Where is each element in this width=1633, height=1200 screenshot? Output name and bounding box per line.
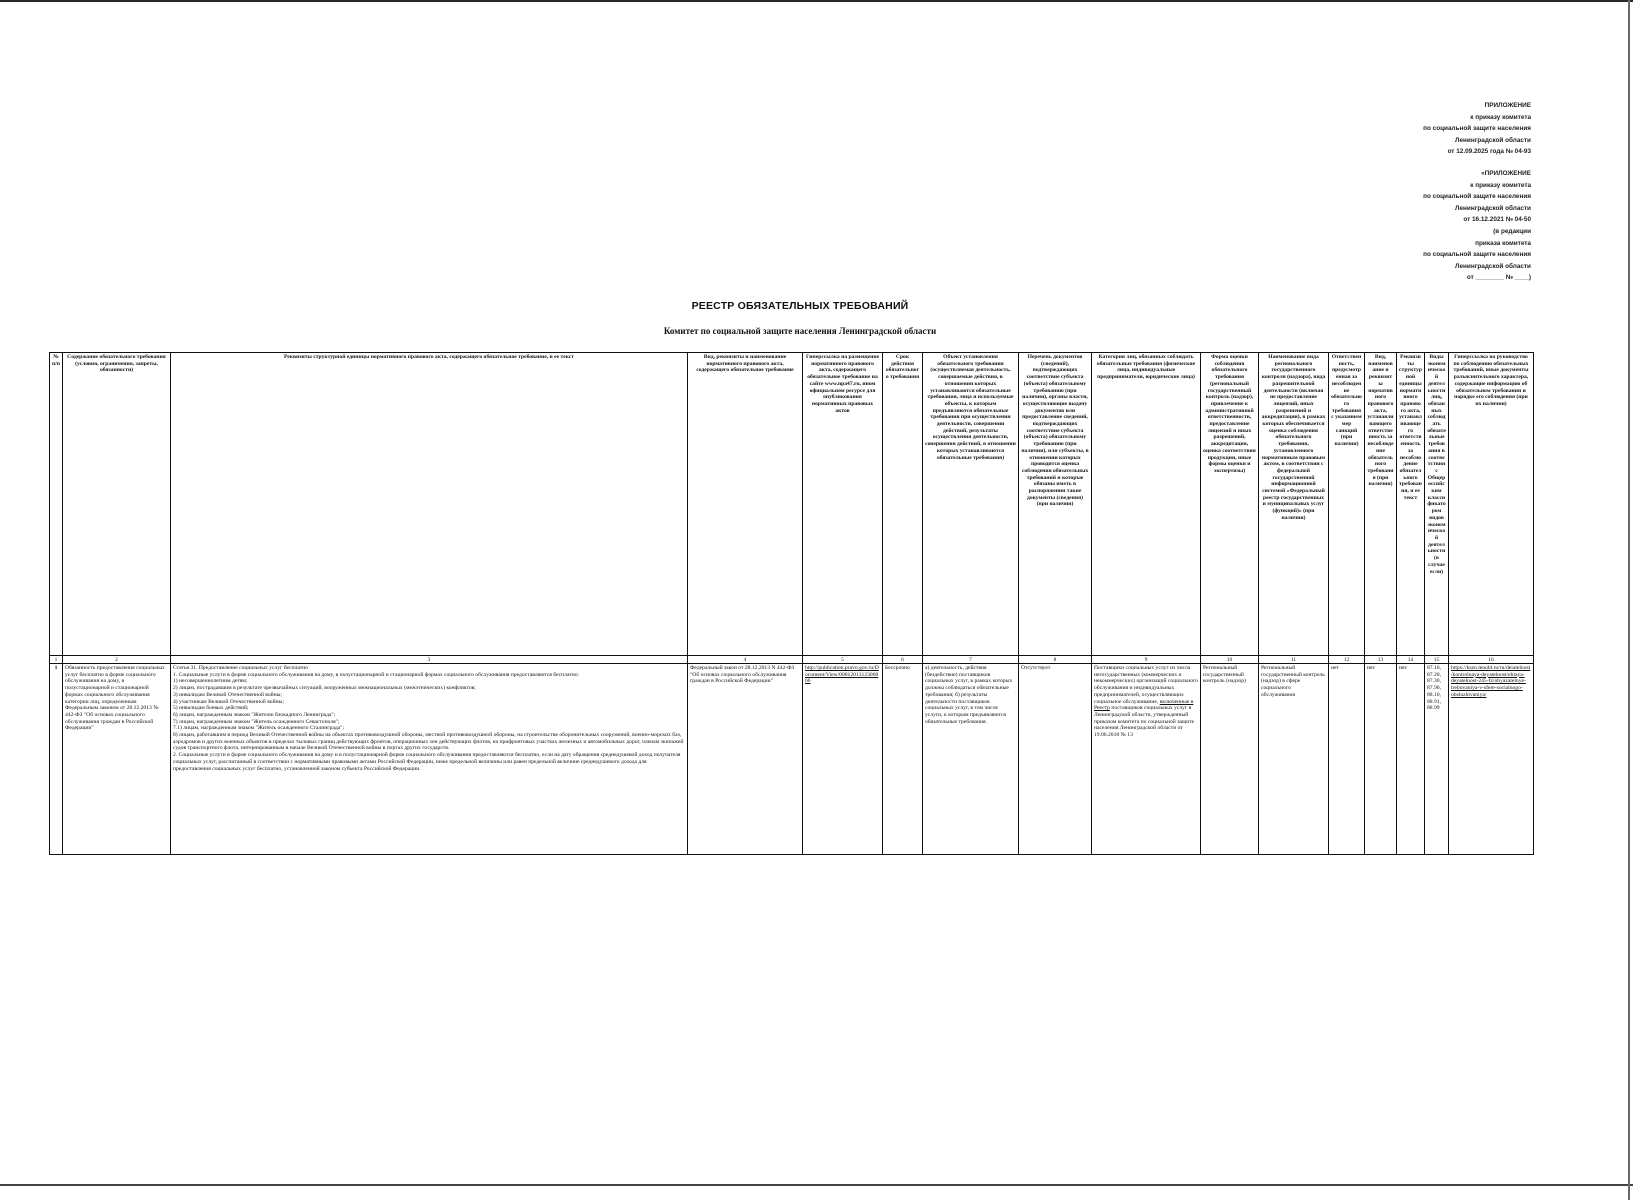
act-text-line: 2) лицам, пострадавшим в результате чрезвычайных ситуаций, вооруженных межнациональных (межэтнических) конфликтов; [173, 685, 476, 692]
act-text-line: 7) лицам, награжденным знаком "Житель осажденного Севастополя"; [173, 718, 340, 725]
appendix-previous-line: от ________ № ____) [1466, 274, 1531, 282]
document-subtitle: Комитет по социальной защите населения Ленинградской области [663, 326, 937, 336]
header-cell: Категория лиц, обязанных соблюдать обязательные требования (физические лица, индивидуальные предприниматели, юридические лица) [1092, 353, 1201, 656]
column-number-cell: 8 [1019, 656, 1092, 664]
act-text-line: 6) лицам, награжденным знаком "Жителю блокадного Ленинграда"; [173, 711, 336, 718]
column-number-cell: 7 [923, 656, 1019, 664]
act-text-line: 1) несовершеннолетним детям; [173, 678, 248, 685]
column-number-cell: 5 [803, 656, 883, 664]
header-cell: Гиперссылка на размещение нормативного правового акта, содержащего обязательное требование на сайте www.npa47.ru, ином официальном ресурсе для опубликования нормативных правовых актов [803, 353, 883, 656]
column-number-cell: 14 [1397, 656, 1425, 664]
act-text-line: 4) участникам Великой Отечественной войны; [173, 698, 284, 705]
appendix-previous-line: приказа комитета [1475, 239, 1531, 247]
header-cell: № п/п [50, 353, 63, 656]
scan-edge-top [0, 0, 1633, 2]
scan-edge-bottom [0, 1184, 1633, 1186]
cell-row-number: 1 [50, 664, 63, 855]
column-number-cell: 12 [1329, 656, 1365, 664]
appendix-previous-line: по социальной защите населения [1423, 251, 1531, 259]
act-text-line: 5) инвалидам боевых действий; [173, 705, 249, 712]
cell-resp-act: нет [1365, 664, 1397, 855]
header-cell: Ответственность, предусмотренная за несоблюдение обязательного требования с указанием мер санкций (при наличии) [1329, 353, 1365, 656]
header-cell: Перечень документов (сведений), подтверждающих соответствие субъекта (объекта) обязательному требованию (при наличии), органы власти, осуществляющие выдачу документов или предоставление сведений, подтверждающих соответствие субъекта (объекта) обязательному требованию (при наличии), или субъекты, в отношении которых проводится оценка соблюдения обязательных требований и которые обязаны иметь в распоряжении такие документы (сведения) (при наличии) [1019, 353, 1092, 656]
header-cell: Реквизиты структурной единицы нормативного правового акта, устанавливающего ответственность за несоблюдение обязательного требования, и ее текст [1397, 353, 1425, 656]
cell-act-text [171, 664, 688, 855]
act-text-line: 7.1) лицам, награжденным знаком "Житель осажденного Сталинграда"; [173, 725, 345, 732]
column-number-cell: 15 [1425, 656, 1449, 664]
appendix-current-line: по социальной защите населения [1423, 125, 1531, 133]
requirements-table [49, 352, 1534, 855]
act-text-line: 2. Социальные услуги в форме социального обслуживания на дому и в полустационарной форме социального обслуживания предоставляются бесплатно, если на дату обращения среднедушевой доход получателя социальных услуг, рассчитанный в соответствии с нормативными правовыми актами Российской Федерации, ниже предельной величины или равен предельной величине среднедушевого дохода для предоставления социальных услуг бесплатно, установленной законом субъекта Российской Федерации. [173, 752, 681, 772]
cell-requirement-content: Обязанность предоставления социальных услуг бесплатно в форме социального обслуживания на дому, в полустационарной и стационарной формах социального обслуживания категории лиц, определенным Федеральным законом от 28.12.2013 № 442-ФЗ "Об основах социального обслуживания граждан в Российской Федерации" [63, 664, 171, 855]
appendix-previous-line: «ПРИЛОЖЕНИЕ [1481, 170, 1531, 177]
appendix-previous-line: Ленинградской области [1455, 262, 1531, 270]
header-cell: Объект установления обязательного требования (осуществляемая деятельность, совершаемые действия, в отношении которых устанавливаются обязательные требования, лица и используемые объекты, к которым предъявляются обязательные требования при осуществлении деятельности, совершении действий, результаты осуществления деятельности, совершения действий, в отношении которых устанавливаются обязательные требования) [923, 353, 1019, 656]
header-cell: Виды экономической деятельности лиц, обязанных соблюдать обязательные требования в соответствии с Общероссийским классификатором видов экономической деятельности (в случае если) [1425, 353, 1449, 656]
cell-act-name: Федеральный закон от 28.12.2013 N 442-ФЗ "Об основах социального обслуживания граждан в Российской Федерации" [688, 664, 803, 855]
act-text-line: 1. Социальные услуги в форме социального обслуживания на дому, в полустационарной и стационарной формах социального обслуживания предоставляются бесплатно: [173, 671, 580, 678]
appendix-current-block [1423, 100, 1531, 158]
cell-documents: Отсутствует [1019, 664, 1092, 855]
scan-edge-right [1628, 0, 1630, 1200]
act-text-line: Статья 31. Предоставление социальных услуг бесплатно [173, 665, 308, 671]
table-row [50, 664, 1534, 855]
table-header-row [50, 353, 1534, 656]
column-number-row [50, 656, 1534, 664]
cell-guide-link[interactable] [1449, 664, 1534, 855]
appendix-previous-block [1423, 168, 1531, 284]
column-number-cell: 2 [63, 656, 171, 664]
appendix-previous-line: (в редакции [1493, 227, 1531, 235]
document-title: РЕЕСТР ОБЯЗАТЕЛЬНЫХ ТРЕБОВАНИЙ [691, 300, 909, 312]
persons-text-before: Поставщики социальных услуг из числа негосударственных (коммерческих и некоммерческих) организаций социального обслуживания и индивидуальных предпринимателей, осуществляющих социальное обслуживание, [1094, 665, 1198, 705]
guide-link[interactable]: https://kszn.lenobl.ru/ru/deiatelnost/kontrolnaya-deyatelnost/ehtaya-deyatelnost-245-fz/obyazatelnye-trebovaniya-v-sfere-socialnogo-obsluzhivaniya/ [1451, 665, 1531, 698]
cell-control-type: Региональный государственный контроль (надзор) в сфере социального обслуживания [1259, 664, 1329, 855]
cell-form: Региональный государственный контроль (надзор) [1201, 664, 1259, 855]
act-text-line: 8) лицам, работавшим в период Великой Отечественной войны на объектах противовоздушной обороны, местной противовоздушной обороны, на строительстве оборонительных сооружений, военно-морских баз, аэродромов и других военных объектов в пределах тыловых границ действующих фронтов, операционных зон действующих флотов, на прифронтовых участках железных и автомобильных дорог, членам экипажей судов транспортного флота, интернированным в начале Великой Отечественной войны в портах других государств. [173, 732, 684, 752]
header-cell: Форма оценки соблюдения обязательного требования (региональный государственный контроль (надзор), привлечение к административной ответственности, предоставление лицензий и иных разрешений, аккредитация, оценка соответствия продукции, иные формы оценки и экспертизы) [1201, 353, 1259, 656]
column-number-cell: 16 [1449, 656, 1534, 664]
act-link[interactable]: http://publication.pravo.gov.ru/Document/View/0001201312300066 [805, 665, 879, 685]
header-cell: Срок действия обязательного требования [883, 353, 923, 656]
persons-text-after: поставщиков социальных услуг в Ленинградской области, утвержденный приказом комитета по социальной защите населения Ленинградской области от 19.06.2018 № 13 [1094, 705, 1195, 739]
appendix-current-line: ПРИЛОЖЕНИЕ [1484, 102, 1531, 109]
column-number-cell: 9 [1092, 656, 1201, 664]
appendix-previous-line: по социальной защите населения [1423, 193, 1531, 201]
header-cell: Гиперссылка на руководство по соблюдению обязательных требований, иные документы разъяснительного характера, содержащие информацию об обязательном требовании и порядке его соблюдения (при их наличии) [1449, 353, 1534, 656]
header-cell: Реквизиты структурной единицы нормативного правового акта, содержащего обязательное требование, и ее текст [171, 353, 688, 656]
cell-persons [1092, 664, 1201, 855]
appendix-previous-line: от 16.12.2021 № 04-50 [1463, 216, 1531, 224]
header-cell: Вид, наименование и реквизиты нормативного правового акта, устанавливающего ответственность за несоблюдение обязательного требования (при наличии) [1365, 353, 1397, 656]
column-number-cell: 10 [1201, 656, 1259, 664]
column-number-cell: 4 [688, 656, 803, 664]
act-text-line: 3) инвалидам Великой Отечественной войны; [173, 691, 282, 698]
appendix-current-line: от 12.09.2025 года № 04-93 [1447, 148, 1531, 156]
column-number-cell: 6 [883, 656, 923, 664]
cell-okved: 87.10, 87.20, 87.30, 87.90, 88.10, 88.91, 88.99 [1425, 664, 1449, 855]
header-cell: Наименование вида регионального государственного контроля (надзора), вида разрешительной деятельности (включая не предоставление лицензий, иных разрешений и аккредитации), в рамках которых обеспечивается оценка соблюдения обязательного требования, установленного нормативным правовым актом, в соответствии с федеральной государственной информационной системой «Федеральный реестр государственных и муниципальных услуг (функций)» (при наличии) [1259, 353, 1329, 656]
cell-object: а) деятельность, действия (бездействие) поставщиков социальных услуг, в рамках которых должны соблюдаться обязательные требования; б) результаты деятельности поставщиков социальных услуг, в том числе услуги, к которым предъявляются обязательные требования. [923, 664, 1019, 855]
cell-resp-unit: нет [1397, 664, 1425, 855]
header-cell: Вид, реквизиты и наименование нормативного правового акта, содержащего обязательное требование [688, 353, 803, 656]
header-cell: Содержание обязательного требования (условия, ограничения, запреты, обязанности) [63, 353, 171, 656]
appendix-previous-line: к приказу комитета [1470, 181, 1531, 189]
column-number-cell: 1 [50, 656, 63, 664]
column-number-cell: 11 [1259, 656, 1329, 664]
cell-act-link[interactable] [803, 664, 883, 855]
cell-term: Бессрочно [883, 664, 923, 855]
cell-responsibility: нет [1329, 664, 1365, 855]
register-link[interactable]: включенные в Реестр [1094, 698, 1194, 712]
appendix-previous-line: Ленинградской области [1455, 204, 1531, 212]
appendix-current-line: к приказу комитета [1470, 113, 1531, 121]
appendix-current-line: Ленинградской области [1455, 136, 1531, 144]
column-number-cell: 3 [171, 656, 688, 664]
column-number-cell: 13 [1365, 656, 1397, 664]
